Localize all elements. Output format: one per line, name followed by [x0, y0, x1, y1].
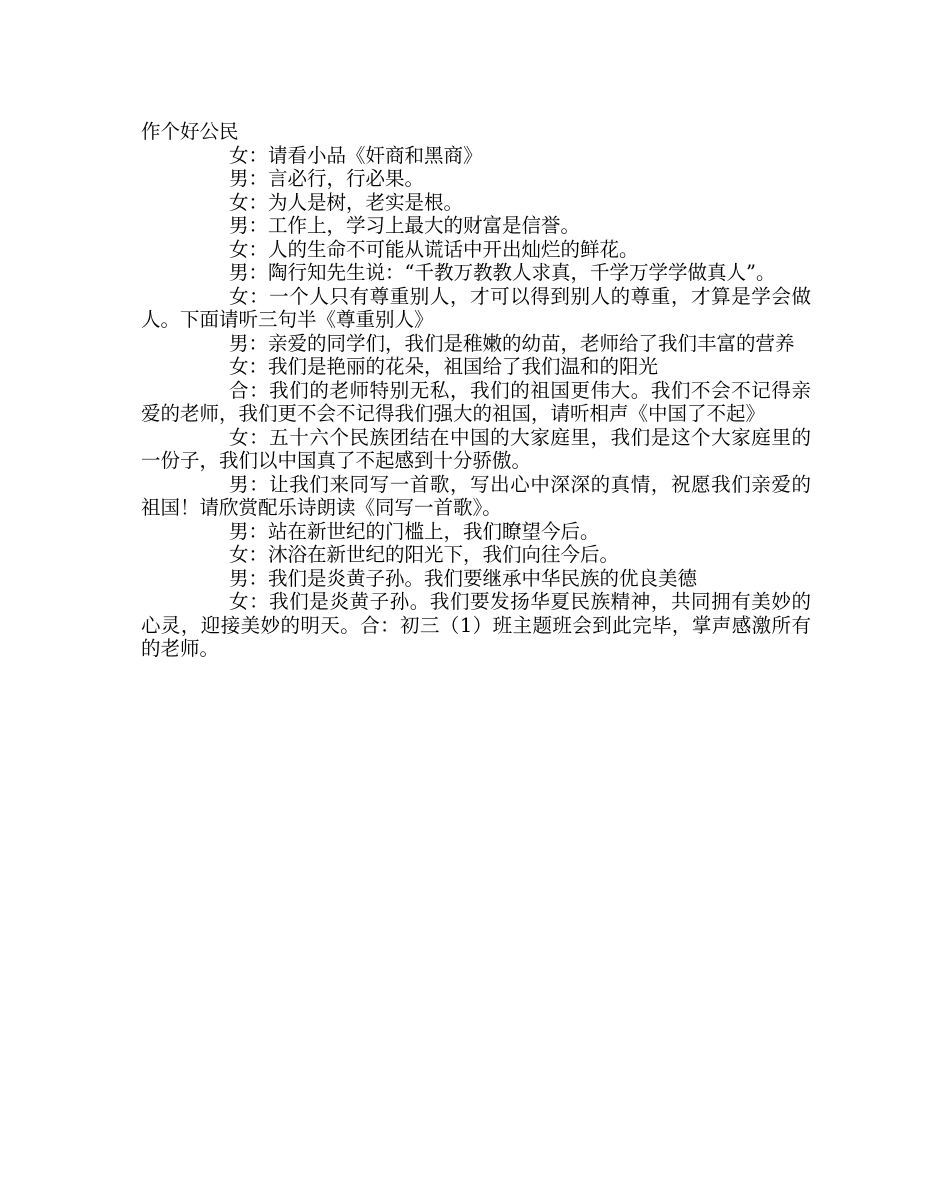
paragraph: 女：我们是炎黄子孙。我们要发扬华夏民族精神，共同拥有美妙的心灵，迎接美妙的明天。合：初三（1）班主题班会到此完毕，掌声感激所有的老师。 — [141, 590, 811, 660]
paragraph: 女：人的生命不可能从谎话中开出灿烂的鲜花。 — [229, 237, 639, 261]
paragraph: 男：站在新世纪的门槛上，我们瞭望今后。 — [229, 519, 600, 543]
paragraph: 女：沐浴在新世纪的阳光下，我们向往今后。 — [229, 543, 620, 566]
paragraph: 男：言必行，行必果。 — [229, 167, 425, 190]
paragraph: 男：亲爱的同学们，我们是稚嫩的幼苗，老师给了我们丰富的营养 — [229, 331, 795, 355]
paragraph: 男：让我们来同写一首歌，写出心中深深的真情，祝愿我们亲爱的祖国！请欣赏配乐诗朗读《同写一首歌》。 — [141, 472, 811, 519]
paragraph: 女：我们是艳丽的花朵，祖国给了我们温和的阳光 — [229, 355, 659, 378]
paragraph: 女：为人是树，老实是根。 — [229, 190, 464, 214]
paragraph: 合：我们的老师特别无私，我们的祖国更伟大。我们不会不记得亲爱的老师，我们更不会不记得我们强大的祖国，请听相声《中国了不起》 — [141, 378, 811, 425]
paragraph: 男：我们是炎黄子孙。我们要继承中华民族的优良美德 — [229, 566, 698, 590]
paragraph: 女：一个人只有尊重别人，才可以得到别人的尊重，才算是学会做人。下面请听三句半《尊重别人》 — [141, 284, 811, 331]
document-title: 作个好公民 — [141, 120, 239, 143]
paragraph: 男：工作上，学习上最大的财富是信誉。 — [229, 214, 581, 237]
paragraph: 女：请看小品《奸商和黑商》 — [229, 143, 483, 167]
document-page — [141, 120, 811, 661]
paragraph: 女：五十六个民族团结在中国的大家庭里，我们是这个大家庭里的一份子，我们以中国真了不起感到十分骄傲。 — [141, 425, 811, 472]
paragraph: 男：陶行知先生说：“千教万教教人求真，千学万学学做真人”。 — [229, 261, 776, 284]
